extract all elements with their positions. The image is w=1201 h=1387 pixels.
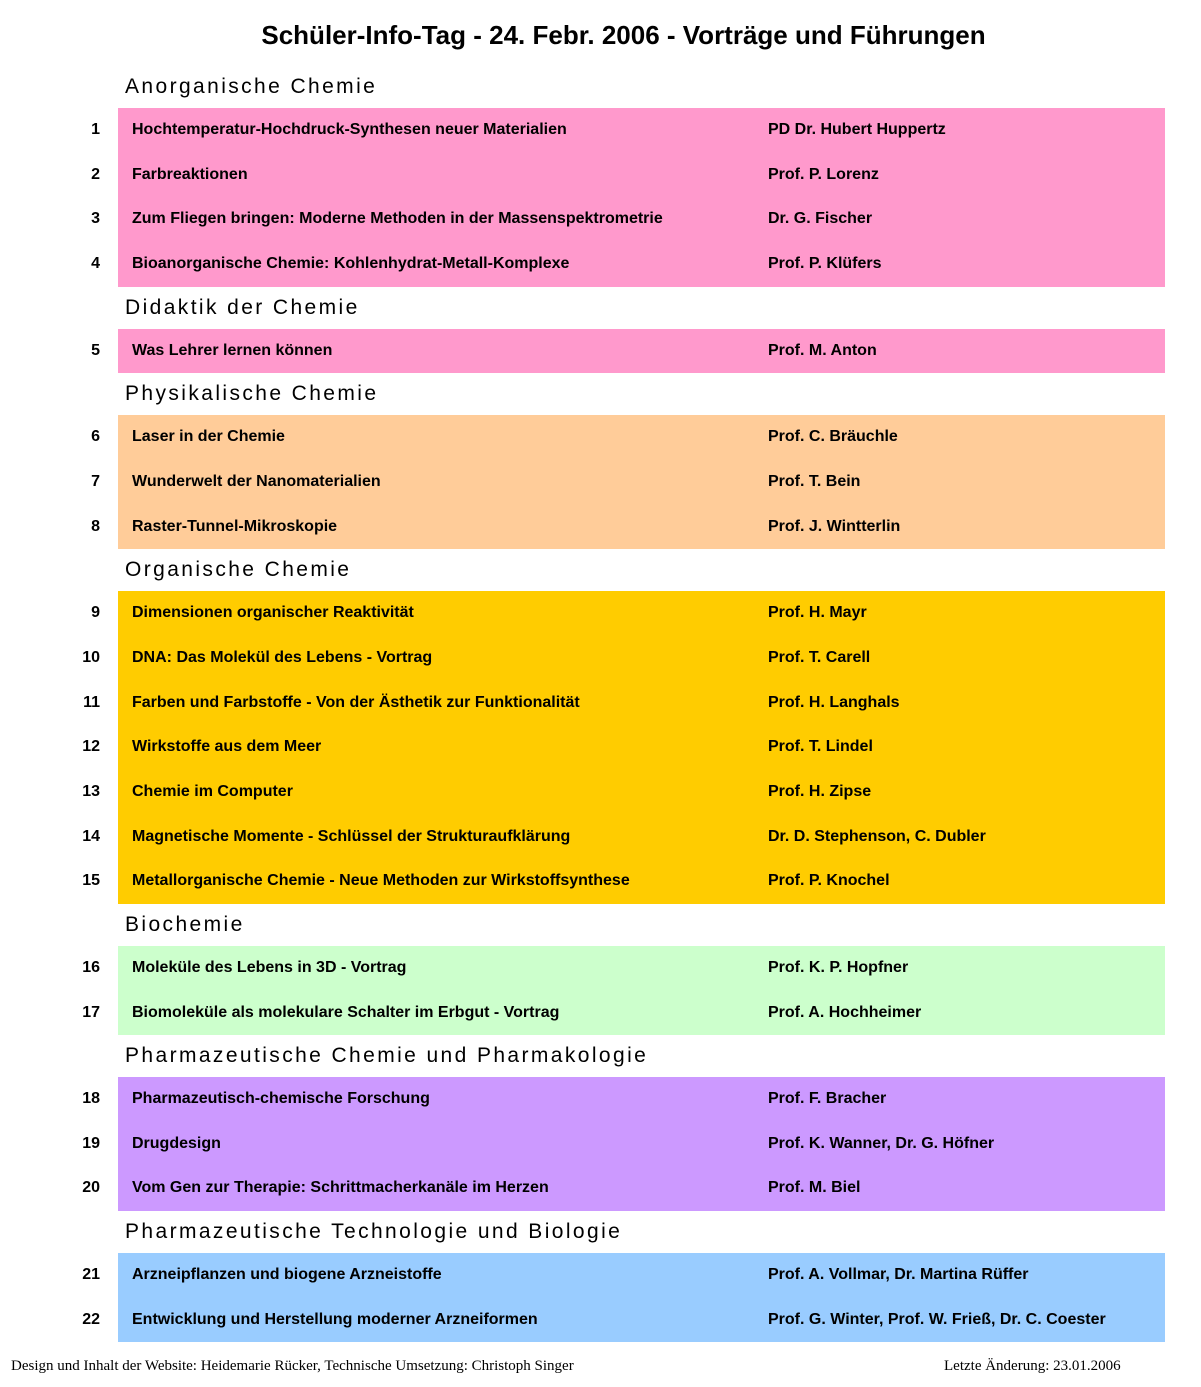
talk-number: 3 — [91, 210, 100, 228]
talk-speaker: Prof. G. Winter, Prof. W. Frieß, Dr. C. Coester — [768, 1310, 1106, 1328]
talk-speaker: Prof. P. Knochel — [768, 872, 890, 890]
talk-row — [0, 991, 1201, 1036]
talk-number: 10 — [82, 648, 100, 666]
talk-row — [0, 153, 1201, 198]
talk-row — [0, 591, 1201, 636]
talk-title: Hochtemperatur-Hochdruck-Synthesen neuer Materialien — [132, 121, 567, 138]
talk-row — [0, 108, 1201, 153]
talk-speaker: Prof. P. Klüfers — [768, 254, 882, 272]
talk-speaker: Prof. J. Wintterlin — [768, 517, 901, 535]
talk-row — [0, 1166, 1201, 1211]
program-list — [0, 66, 1201, 1342]
talk-speaker: Prof. T. Carell — [768, 648, 871, 666]
section-heading: Physikalische Chemie — [125, 382, 379, 406]
talk-number: 18 — [82, 1090, 100, 1108]
talk-row — [0, 815, 1201, 860]
talk-title: Metallorganische Chemie - Neue Methoden zur Wirkstoffsynthese — [132, 872, 630, 890]
talk-row — [0, 415, 1201, 460]
talk-speaker: Prof. H. Mayr — [768, 604, 867, 622]
talk-number: 21 — [82, 1266, 100, 1284]
section-heading: Pharmazeutische Technologie und Biologie — [125, 1220, 623, 1244]
talk-number: 15 — [82, 872, 100, 890]
section-block — [0, 108, 1201, 287]
talk-title: Arzneipflanzen und biogene Arzneistoffe — [132, 1266, 442, 1284]
talk-title: Drugdesign — [132, 1134, 221, 1152]
talk-number: 6 — [91, 428, 100, 446]
talk-title: Dimensionen organischer Reaktivität — [132, 604, 414, 622]
talk-row — [0, 1253, 1201, 1298]
talk-title: Biomoleküle als molekulare Schalter im Erbgut - Vortrag — [132, 1003, 560, 1021]
talk-speaker: Prof. C. Bräuchle — [768, 428, 898, 446]
talk-row — [0, 505, 1201, 550]
talk-speaker: Prof. A. Vollmar, Dr. Martina Rüffer — [768, 1266, 1029, 1284]
section-heading: Anorganische Chemie — [125, 75, 378, 98]
talk-number: 8 — [91, 517, 100, 535]
talk-number: 13 — [82, 782, 100, 800]
talk-number: 1 — [91, 121, 100, 138]
page-title: Schüler-Info-Tag - 24. Febr. 2006 - Vorträge und Führungen — [261, 20, 986, 50]
talk-number: 17 — [82, 1003, 100, 1021]
talk-speaker: Prof. K. Wanner, Dr. G. Höfner — [768, 1134, 995, 1152]
talk-title: Entwicklung und Herstellung moderner Arzneiformen — [132, 1310, 538, 1328]
talk-number: 22 — [82, 1310, 100, 1328]
talk-number: 19 — [82, 1134, 100, 1152]
talk-number: 7 — [91, 472, 100, 490]
talk-title: Moleküle des Lebens in 3D - Vortrag — [132, 958, 407, 976]
talk-speaker: Prof. K. P. Hopfner — [768, 958, 909, 976]
section-block — [0, 415, 1201, 549]
talk-row — [0, 242, 1201, 287]
talk-row — [0, 1077, 1201, 1122]
talk-speaker: Dr. D. Stephenson, C. Dubler — [768, 827, 986, 845]
talk-row — [0, 1298, 1201, 1343]
section-block — [0, 946, 1201, 1035]
footer-credits: Design und Inhalt der Website: Heidemarie Rücker, Technische Umsetzung: Christoph Singer — [11, 1358, 574, 1374]
talk-speaker: Prof. T. Bein — [768, 472, 861, 490]
talk-speaker: Prof. F. Bracher — [768, 1090, 887, 1108]
talk-speaker: Prof. H. Langhals — [768, 693, 900, 711]
talk-title: Raster-Tunnel-Mikroskopie — [132, 517, 338, 535]
talk-title: DNA: Das Molekül des Lebens - Vortrag — [132, 648, 433, 666]
talk-number: 20 — [82, 1179, 100, 1197]
talk-number: 11 — [83, 693, 100, 711]
talk-title: Vom Gen zur Therapie: Schrittmacherkanäle im Herzen — [132, 1179, 549, 1197]
talk-title: Pharmazeutisch-chemische Forschung — [132, 1090, 430, 1108]
talk-row — [0, 770, 1201, 815]
talk-title: Chemie im Computer — [132, 782, 293, 800]
section-block — [0, 329, 1201, 374]
talk-number: 2 — [91, 165, 100, 183]
section-heading: Didaktik der Chemie — [125, 295, 360, 319]
section-block — [0, 591, 1201, 904]
talk-speaker: Prof. T. Lindel — [768, 738, 873, 756]
talk-number: 9 — [91, 604, 100, 622]
talk-row — [0, 725, 1201, 770]
talk-number: 4 — [91, 254, 100, 272]
talk-speaker: Prof. H. Zipse — [768, 782, 872, 800]
talk-number: 12 — [82, 738, 100, 756]
talk-title: Farben und Farbstoffe - Von der Ästhetik zur Funktionalität — [132, 693, 580, 711]
talk-row — [0, 1122, 1201, 1167]
talk-title: Wunderwelt der Nanomaterialien — [132, 472, 381, 490]
talk-row — [0, 636, 1201, 681]
talk-title: Was Lehrer lernen können — [132, 341, 333, 359]
talk-title: Wirkstoffe aus dem Meer — [132, 738, 322, 756]
talk-speaker: Prof. M. Anton — [768, 341, 877, 359]
talk-title: Zum Fliegen bringen: Moderne Methoden in der Massenspektrometrie — [132, 210, 663, 228]
talk-title: Magnetische Momente - Schlüssel der Strukturaufklärung — [132, 827, 571, 845]
talk-speaker: Dr. G. Fischer — [768, 210, 873, 228]
section-heading: Pharmazeutische Chemie und Pharmakologie — [125, 1044, 649, 1068]
footer-last-modified: Letzte Änderung: 23.01.2006 — [944, 1358, 1121, 1374]
talk-row — [0, 197, 1201, 242]
talk-row — [0, 460, 1201, 505]
talk-speaker: Prof. M. Biel — [768, 1179, 861, 1197]
talk-title: Laser in der Chemie — [132, 428, 285, 446]
talk-row — [0, 946, 1201, 991]
talk-speaker: Prof. A. Hochheimer — [768, 1003, 922, 1021]
talk-number: 5 — [91, 341, 100, 359]
talk-row — [0, 681, 1201, 726]
talk-number: 14 — [82, 827, 100, 845]
section-heading: Organische Chemie — [125, 558, 352, 582]
section-block — [0, 1077, 1201, 1211]
talk-speaker: Prof. P. Lorenz — [768, 165, 879, 183]
talk-speaker: PD Dr. Hubert Huppertz — [768, 121, 946, 138]
talk-number: 16 — [82, 958, 100, 976]
talk-row — [0, 329, 1201, 374]
section-heading: Biochemie — [125, 912, 245, 936]
talk-row — [0, 859, 1201, 904]
section-block — [0, 1253, 1201, 1342]
talk-title: Farbreaktionen — [132, 165, 248, 183]
talk-title: Bioanorganische Chemie: Kohlenhydrat-Metall-Komplexe — [132, 254, 570, 272]
